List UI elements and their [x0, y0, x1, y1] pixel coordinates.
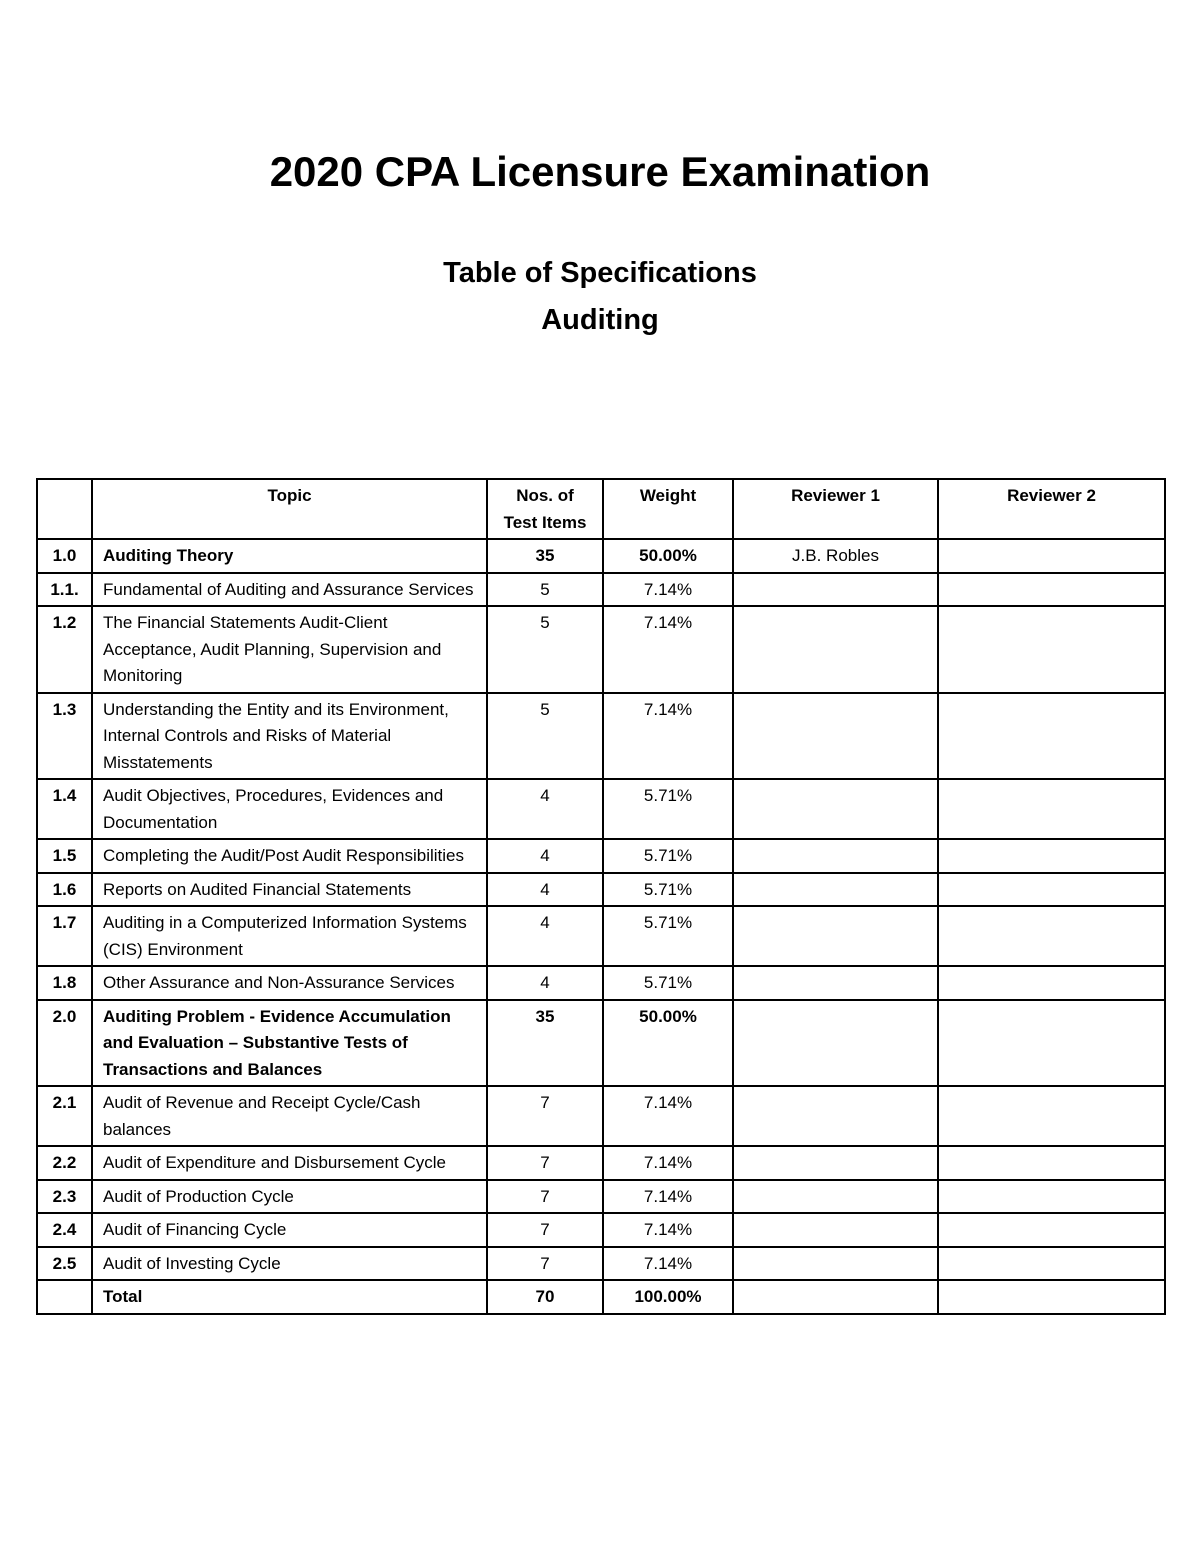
header-reviewer-1: Reviewer 1 — [733, 479, 938, 539]
header-test-items-line2: Test Items — [503, 512, 587, 532]
row-number: 2.3 — [37, 1180, 92, 1214]
row-test-items: 4 — [487, 873, 603, 907]
row-test-items: 4 — [487, 839, 603, 873]
row-weight: 5.71% — [603, 906, 733, 966]
table-row — [37, 693, 1165, 780]
row-reviewer-2 — [938, 1086, 1165, 1146]
row-number: 1.6 — [37, 873, 92, 907]
row-topic: Audit of Expenditure and Disbursement Cycle — [92, 1146, 487, 1180]
row-reviewer-1 — [733, 1086, 938, 1146]
row-reviewer-1 — [733, 1213, 938, 1247]
row-topic: Completing the Audit/Post Audit Responsibilities — [92, 839, 487, 873]
row-weight: 7.14% — [603, 1213, 733, 1247]
row-reviewer-2 — [938, 693, 1165, 780]
row-number: 1.3 — [37, 693, 92, 780]
row-topic: Audit of Investing Cycle — [92, 1247, 487, 1281]
row-weight: 50.00% — [603, 1000, 733, 1087]
table-row — [37, 779, 1165, 839]
table-body — [37, 539, 1165, 1280]
row-number: 1.4 — [37, 779, 92, 839]
row-reviewer-2 — [938, 539, 1165, 573]
row-reviewer-2 — [938, 1146, 1165, 1180]
row-test-items: 5 — [487, 606, 603, 693]
row-reviewer-1 — [733, 693, 938, 780]
row-number: 2.5 — [37, 1247, 92, 1281]
row-weight: 7.14% — [603, 1086, 733, 1146]
row-reviewer-1 — [733, 573, 938, 607]
row-test-items: 35 — [487, 1000, 603, 1087]
row-reviewer-2 — [938, 966, 1165, 1000]
row-test-items: 7 — [487, 1213, 603, 1247]
table-header-row — [37, 479, 1165, 539]
row-test-items: 4 — [487, 966, 603, 1000]
row-weight: 50.00% — [603, 539, 733, 573]
header-reviewer-2: Reviewer 2 — [938, 479, 1165, 539]
row-test-items: 5 — [487, 693, 603, 780]
row-test-items: 7 — [487, 1146, 603, 1180]
row-reviewer-2 — [938, 1247, 1165, 1281]
row-test-items: 4 — [487, 906, 603, 966]
row-reviewer-2 — [938, 573, 1165, 607]
row-reviewer-1: J.B. Robles — [733, 539, 938, 573]
total-number — [37, 1280, 92, 1314]
row-weight: 7.14% — [603, 606, 733, 693]
total-reviewer-2 — [938, 1280, 1165, 1314]
table-row — [37, 573, 1165, 607]
row-reviewer-2 — [938, 779, 1165, 839]
row-test-items: 4 — [487, 779, 603, 839]
table-total-row — [37, 1280, 1165, 1314]
total-weight: 100.00% — [603, 1280, 733, 1314]
row-reviewer-1 — [733, 839, 938, 873]
row-reviewer-2 — [938, 1180, 1165, 1214]
document-subtitle: Table of Specifications — [443, 257, 757, 289]
total-label: Total — [92, 1280, 487, 1314]
row-topic: Fundamental of Auditing and Assurance Services — [92, 573, 487, 607]
row-weight: 7.14% — [603, 693, 733, 780]
row-reviewer-1 — [733, 779, 938, 839]
row-reviewer-1 — [733, 906, 938, 966]
row-topic: Audit of Financing Cycle — [92, 1213, 487, 1247]
row-test-items: 5 — [487, 573, 603, 607]
row-weight: 7.14% — [603, 573, 733, 607]
row-number: 1.8 — [37, 966, 92, 1000]
table-row — [37, 1247, 1165, 1281]
header-test-items-line1: Nos. of — [516, 486, 574, 505]
header-topic: Topic — [92, 479, 487, 539]
row-reviewer-2 — [938, 839, 1165, 873]
row-weight: 5.71% — [603, 839, 733, 873]
row-reviewer-1 — [733, 1180, 938, 1214]
table-row — [37, 1000, 1165, 1087]
row-topic: Audit of Production Cycle — [92, 1180, 487, 1214]
row-reviewer-2 — [938, 606, 1165, 693]
row-weight: 7.14% — [603, 1247, 733, 1281]
row-topic: The Financial Statements Audit-Client Acceptance, Audit Planning, Supervision and Monitoring — [92, 606, 487, 693]
row-weight: 7.14% — [603, 1146, 733, 1180]
table-row — [37, 1180, 1165, 1214]
document-title: 2020 CPA Licensure Examination — [269, 148, 931, 195]
row-topic: Other Assurance and Non-Assurance Services — [92, 966, 487, 1000]
table-row — [37, 906, 1165, 966]
row-number: 1.7 — [37, 906, 92, 966]
row-weight: 5.71% — [603, 779, 733, 839]
total-items: 70 — [487, 1280, 603, 1314]
row-number: 2.4 — [37, 1213, 92, 1247]
row-number: 2.0 — [37, 1000, 92, 1087]
row-number: 1.2 — [37, 606, 92, 693]
table-row — [37, 1146, 1165, 1180]
row-topic: Audit Objectives, Procedures, Evidences and Documentation — [92, 779, 487, 839]
table-row — [37, 1086, 1165, 1146]
row-topic: Auditing Theory — [92, 539, 487, 573]
row-topic: Auditing in a Computerized Information Systems (CIS) Environment — [92, 906, 487, 966]
row-reviewer-2 — [938, 873, 1165, 907]
row-reviewer-1 — [733, 1000, 938, 1087]
row-test-items: 7 — [487, 1180, 603, 1214]
row-weight: 7.14% — [603, 1180, 733, 1214]
document-subject: Auditing — [541, 304, 659, 336]
table-row — [37, 539, 1165, 573]
row-reviewer-1 — [733, 1146, 938, 1180]
row-number: 1.1. — [37, 573, 92, 607]
row-test-items: 7 — [487, 1086, 603, 1146]
header-number — [37, 479, 92, 539]
row-reviewer-2 — [938, 906, 1165, 966]
table-row — [37, 966, 1165, 1000]
row-weight: 5.71% — [603, 966, 733, 1000]
row-topic: Understanding the Entity and its Environment, Internal Controls and Risks of Material Misstatements — [92, 693, 487, 780]
table-row — [37, 839, 1165, 873]
header-test-items — [487, 479, 603, 539]
row-number: 1.0 — [37, 539, 92, 573]
table-row — [37, 1213, 1165, 1247]
row-reviewer-1 — [733, 873, 938, 907]
header-weight: Weight — [603, 479, 733, 539]
row-reviewer-1 — [733, 1247, 938, 1281]
row-reviewer-2 — [938, 1213, 1165, 1247]
total-reviewer-1 — [733, 1280, 938, 1314]
specifications-table — [36, 478, 1166, 1315]
row-weight: 5.71% — [603, 873, 733, 907]
row-test-items: 7 — [487, 1247, 603, 1281]
row-number: 1.5 — [37, 839, 92, 873]
row-topic: Audit of Revenue and Receipt Cycle/Cash balances — [92, 1086, 487, 1146]
row-topic: Reports on Audited Financial Statements — [92, 873, 487, 907]
row-topic: Auditing Problem - Evidence Accumulation and Evaluation – Substantive Tests of Transactions and Balances — [92, 1000, 487, 1087]
row-number: 2.1 — [37, 1086, 92, 1146]
row-reviewer-1 — [733, 966, 938, 1000]
row-number: 2.2 — [37, 1146, 92, 1180]
table-row — [37, 873, 1165, 907]
table-row — [37, 606, 1165, 693]
row-reviewer-1 — [733, 606, 938, 693]
row-reviewer-2 — [938, 1000, 1165, 1087]
row-test-items: 35 — [487, 539, 603, 573]
